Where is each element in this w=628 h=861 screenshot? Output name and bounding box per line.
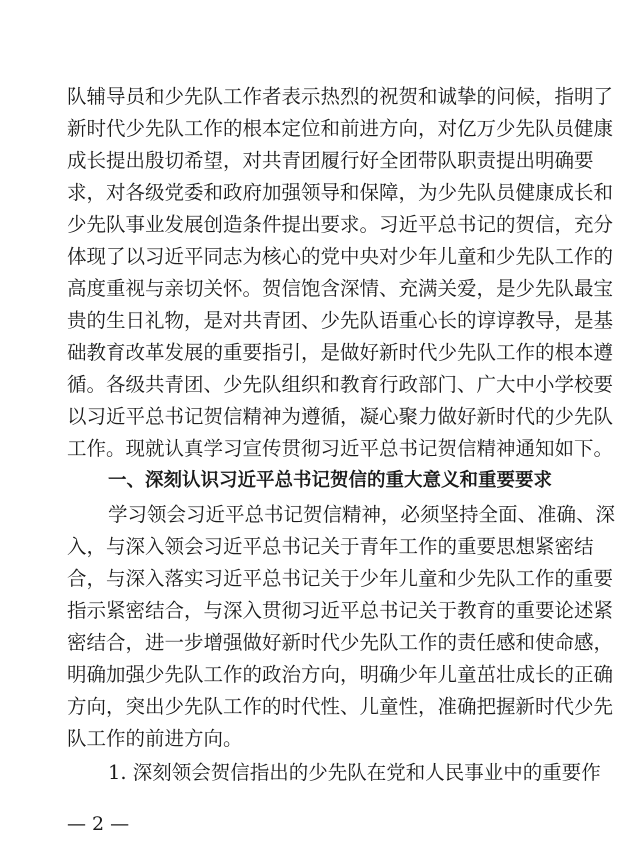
section-heading: 一、深刻认识习近平总书记贺信的重大意义和重要要求 — [108, 470, 553, 491]
body-line: 循。各级共青团、少先队组织和教育行政部门、广大中小学校要 — [67, 373, 614, 396]
body-line: 贵的生日礼物，是对共青团、少先队语重心长的谆谆教导，是基 — [67, 309, 614, 332]
body-line: 成长提出殷切希望，对共青团履行好全团带队职责提出明确要 — [67, 149, 594, 172]
body-line: 工作。现就认真学习宣传贯彻习近平总书记贺信精神通知如下。 — [67, 437, 614, 460]
body-line: 入，与深入领会习近平总书记关于青年工作的重要思想紧密结 — [67, 535, 594, 558]
body-line: 合，与深入落实习近平总书记关于少年儿童和少先队工作的重要 — [67, 567, 614, 590]
body-line: 求，对各级党委和政府加强领导和保障，为少先队员健康成长和 — [67, 181, 614, 204]
body-line: 明确加强少先队工作的政治方向，明确少年儿童茁壮成长的正确 — [67, 663, 614, 686]
body-line: 以习近平总书记贺信精神为遵循，凝心聚力做好新时代的少先队 — [67, 405, 614, 428]
body-line: 少先队事业发展创造条件提出要求。习近平总书记的贺信，充分 — [67, 213, 614, 236]
body-line: 方向，突出少先队工作的时代性、儿童性，准确把握新时代少先 — [67, 695, 614, 718]
page-number: — 2 — — [67, 813, 130, 835]
body-line: 队辅导员和少先队工作者表示热烈的祝贺和诚挚的问候，指明了 — [67, 85, 614, 108]
body-line: 础教育改革发展的重要指引，是做好新时代少先队工作的根本遵 — [67, 341, 614, 364]
body-line: 高度重视与亲切关怀。贺信饱含深情、充满关爱，是少先队最宝 — [67, 277, 614, 300]
body-line: 学习领会习近平总书记贺信精神，必须坚持全面、准确、深 — [108, 503, 616, 526]
body-line: 密结合，进一步增强做好新时代少先队工作的责任感和使命感， — [67, 631, 614, 654]
body-line: 新时代少先队工作的根本定位和前进方向，对亿万少先队员健康 — [67, 117, 614, 140]
body-line: 队工作的前进方向。 — [67, 727, 243, 750]
body-line: 指示紧密结合，与深入贯彻习近平总书记关于教育的重要论述紧 — [67, 599, 614, 622]
body-line: 体现了以习近平同志为核心的党中央对少年儿童和少先队工作的 — [67, 245, 614, 268]
body-line: 1. 深刻领会贺信指出的少先队在党和人民事业中的重要作 — [108, 761, 601, 784]
